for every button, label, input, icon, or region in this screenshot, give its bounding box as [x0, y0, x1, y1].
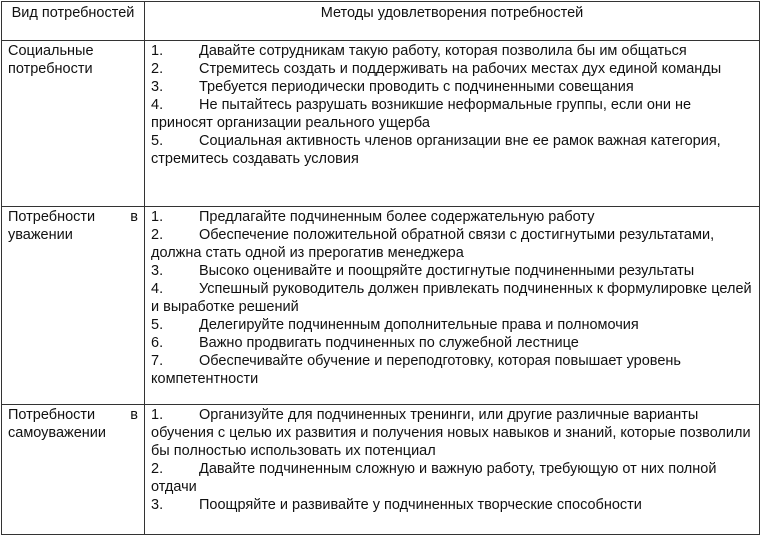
item-text: Обеспечение положительной обратной связи с достигнутыми результатами, должна стать одной из прерогатив менеджера	[151, 227, 715, 261]
item-text: Организуйте для подчиненных тренинги, или другие различные варианты обучения с целью их развития и получения новых навыков и знаний, которые позволили бы полностью использовать их потенциал	[151, 407, 751, 459]
need-type-cell	[2, 41, 145, 207]
list-item	[151, 60, 755, 78]
item-number: 2.	[151, 61, 164, 77]
list-item	[151, 96, 755, 132]
need-type-word: Потребности	[8, 407, 96, 423]
item-text: Обеспечивайте обучение и переподготовку, которая повышает уровень компетентности	[151, 353, 681, 387]
item-text: Важно продвигать подчиненных по служебной лестнице	[199, 335, 579, 351]
need-type-prep: в	[130, 209, 138, 225]
need-type-cell	[2, 405, 145, 535]
item-text: Высоко оценивайте и поощряйте достигнутые подчиненными результаты	[199, 263, 695, 279]
need-type-word: Социальные	[8, 43, 94, 59]
item-text: Предлагайте подчиненным более содержательную работу	[199, 209, 595, 225]
item-number: 3.	[151, 79, 164, 95]
item-number: 6.	[151, 335, 164, 351]
list-item	[151, 460, 755, 496]
item-text: Давайте сотрудникам такую работу, которая позволила бы им общаться	[199, 43, 687, 59]
list-item	[151, 262, 755, 280]
needs-methods-table	[1, 1, 760, 535]
list-item	[151, 42, 755, 60]
item-number: 2.	[151, 461, 164, 477]
item-number: 5.	[151, 317, 164, 333]
header-methods: Методы удовлетворения потребностей	[145, 2, 760, 41]
item-number: 7.	[151, 353, 164, 369]
list-item	[151, 280, 755, 316]
item-number: 5.	[151, 133, 164, 149]
item-number: 4.	[151, 281, 164, 297]
item-text: Поощряйте и развивайте у подчиненных творческие способности	[199, 497, 642, 513]
need-type-word2: самоуважении	[8, 425, 107, 441]
list-item	[151, 406, 755, 460]
methods-list	[151, 406, 755, 514]
item-number: 3.	[151, 263, 164, 279]
need-type-word2: потребности	[8, 61, 93, 77]
item-text: Успешный руководитель должен привлекать подчиненных к формулировке целей и выработке решений	[151, 281, 752, 315]
header-row	[2, 2, 760, 41]
item-number: 1.	[151, 209, 164, 225]
list-item	[151, 208, 755, 226]
item-text: Требуется периодически проводить с подчиненными совещания	[199, 79, 634, 95]
item-number: 3.	[151, 497, 164, 513]
item-text: Делегируйте подчиненным дополнительные права и полномочия	[199, 317, 639, 333]
item-text: Давайте подчиненным сложную и важную работу, требующую от них полной отдачи	[151, 461, 717, 495]
list-item	[151, 316, 755, 334]
list-item	[151, 496, 755, 514]
need-type-word: Потребности	[8, 209, 96, 225]
list-item	[151, 226, 755, 262]
methods-list	[151, 42, 755, 168]
need-type-word2: уважении	[8, 227, 73, 243]
item-text: Социальная активность членов организации вне ее рамок важная категория, стремитесь создавать условия	[151, 133, 721, 167]
list-item	[151, 352, 755, 388]
methods-list	[151, 208, 755, 388]
table-row-respect	[2, 207, 760, 405]
methods-cell	[145, 405, 760, 535]
list-item	[151, 334, 755, 352]
need-type-cell	[2, 207, 145, 405]
item-text: Стремитесь создать и поддерживать на рабочих местах дух единой команды	[199, 61, 722, 77]
header-need-type: Вид потребностей	[2, 2, 145, 41]
methods-cell	[145, 41, 760, 207]
table-row-social	[2, 41, 760, 207]
item-number: 1.	[151, 43, 164, 59]
item-text: Не пытайтесь разрушать возникшие неформальные группы, если они не приносят организации реального ущерба	[151, 97, 692, 131]
methods-cell	[145, 207, 760, 405]
table-row-self-esteem	[2, 405, 760, 535]
item-number: 2.	[151, 227, 164, 243]
list-item	[151, 78, 755, 96]
need-type-prep: в	[130, 407, 138, 423]
item-number: 1.	[151, 407, 164, 423]
item-number: 4.	[151, 97, 164, 113]
list-item	[151, 132, 755, 168]
